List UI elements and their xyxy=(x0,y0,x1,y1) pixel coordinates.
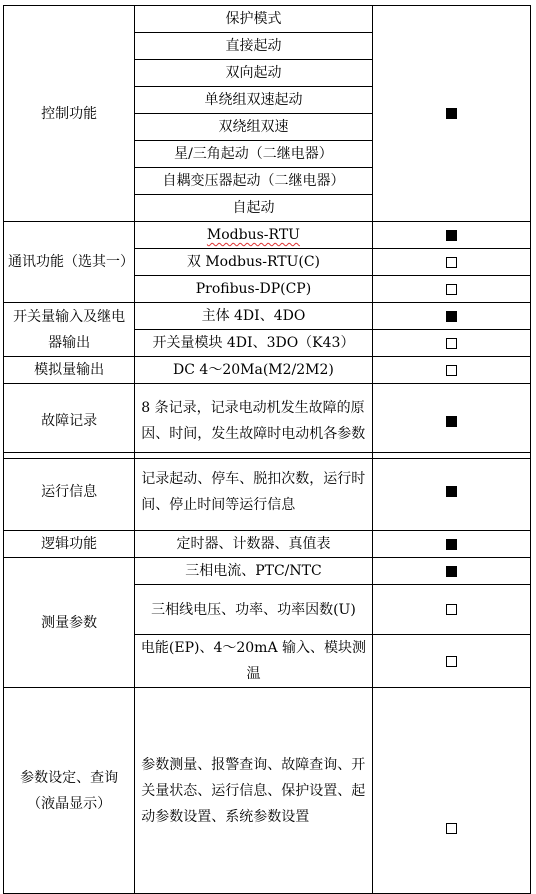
empty-square-icon xyxy=(446,284,457,295)
measure-option: 三相电流、PTC/NTC xyxy=(135,558,372,585)
control-function-label: 控制功能 xyxy=(4,6,135,222)
logic-mark-cell xyxy=(372,531,530,558)
empty-square-icon xyxy=(446,257,457,268)
empty-square-icon xyxy=(446,338,457,349)
control-mark-cell xyxy=(372,6,530,222)
filled-square-icon xyxy=(446,230,457,241)
run-info-label: 运行信息 xyxy=(4,453,135,531)
comm-option: Modbus-RTU xyxy=(135,222,372,249)
param-mark-cell xyxy=(372,688,530,894)
io-mark-cell xyxy=(372,303,530,330)
filled-square-icon xyxy=(446,108,457,119)
io-option: 开关量模块 4DI、3DO（K43） xyxy=(135,330,372,357)
measure-option: 电能(EP)、4～20mA 输入、模块测温 xyxy=(135,635,372,688)
measure-mark-cell xyxy=(372,585,530,635)
control-item: 单绕组双速起动 xyxy=(135,87,372,114)
control-item: 双向起动 xyxy=(135,60,372,87)
comm-mark-cell xyxy=(372,222,530,249)
analog-output-label: 模拟量输出 xyxy=(4,357,135,384)
io-mark-cell xyxy=(372,330,530,357)
logic-function-text: 定时器、计数器、真值表 xyxy=(135,531,372,558)
comm-option: Profibus-DP(CP) xyxy=(135,276,372,303)
io-option: 主体 4DI、4DO xyxy=(135,303,372,330)
measure-param-label: 测量参数 xyxy=(4,558,135,688)
run-mark-cell xyxy=(372,453,530,531)
logic-function-label: 逻辑功能 xyxy=(4,531,135,558)
filled-square-icon xyxy=(446,416,457,427)
measure-option: 三相线电压、功率、功率因数(U) xyxy=(135,585,372,635)
feature-table-2 xyxy=(3,452,531,894)
comm-mark-cell xyxy=(372,276,530,303)
filled-square-icon xyxy=(446,311,457,322)
measure-mark-cell xyxy=(372,635,530,688)
analog-mark-cell xyxy=(372,357,530,384)
run-info-text: 记录起动、停车、脱扣次数，运行时间、停止时间等运行信息 xyxy=(135,453,372,531)
comm-function-label: 通讯功能（选其一） xyxy=(4,222,135,303)
analog-output-text: DC 4～20Ma(M2/2M2) xyxy=(135,357,372,384)
filled-square-icon xyxy=(446,539,457,550)
fault-record-text: 8 条记录，记录电动机发生故障的原因、时间，发生故障时电动机各参数 xyxy=(135,384,372,459)
param-setting-label: 参数设定、查询（液晶显示） xyxy=(4,688,135,894)
fault-record-label: 故障记录 xyxy=(4,384,135,459)
feature-table-1 xyxy=(3,5,531,459)
comm-option: 双 Modbus-RTU(C) xyxy=(135,249,372,276)
comm-mark-cell xyxy=(372,249,530,276)
control-item: 双绕组双速 xyxy=(135,114,372,141)
empty-square-icon xyxy=(446,604,457,615)
control-item: 保护模式 xyxy=(135,6,372,33)
filled-square-icon xyxy=(446,486,457,497)
filled-square-icon xyxy=(446,566,457,577)
control-item: 星/三角起动（二继电器） xyxy=(135,141,372,168)
empty-square-icon xyxy=(446,365,457,376)
control-item: 自起动 xyxy=(135,195,372,222)
fault-mark-cell xyxy=(372,384,530,459)
empty-square-icon xyxy=(446,656,457,667)
param-setting-text: 参数测量、报警查询、故障查询、开关量状态、运行信息、保护设置、起动参数设置、系统参数设置 xyxy=(135,688,372,894)
empty-square-icon xyxy=(446,823,457,834)
measure-mark-cell xyxy=(372,558,530,585)
io-function-label: 开关量输入及继电器输出 xyxy=(4,303,135,357)
control-item: 自耦变压器起动（二继电器） xyxy=(135,168,372,195)
control-item: 直接起动 xyxy=(135,33,372,60)
